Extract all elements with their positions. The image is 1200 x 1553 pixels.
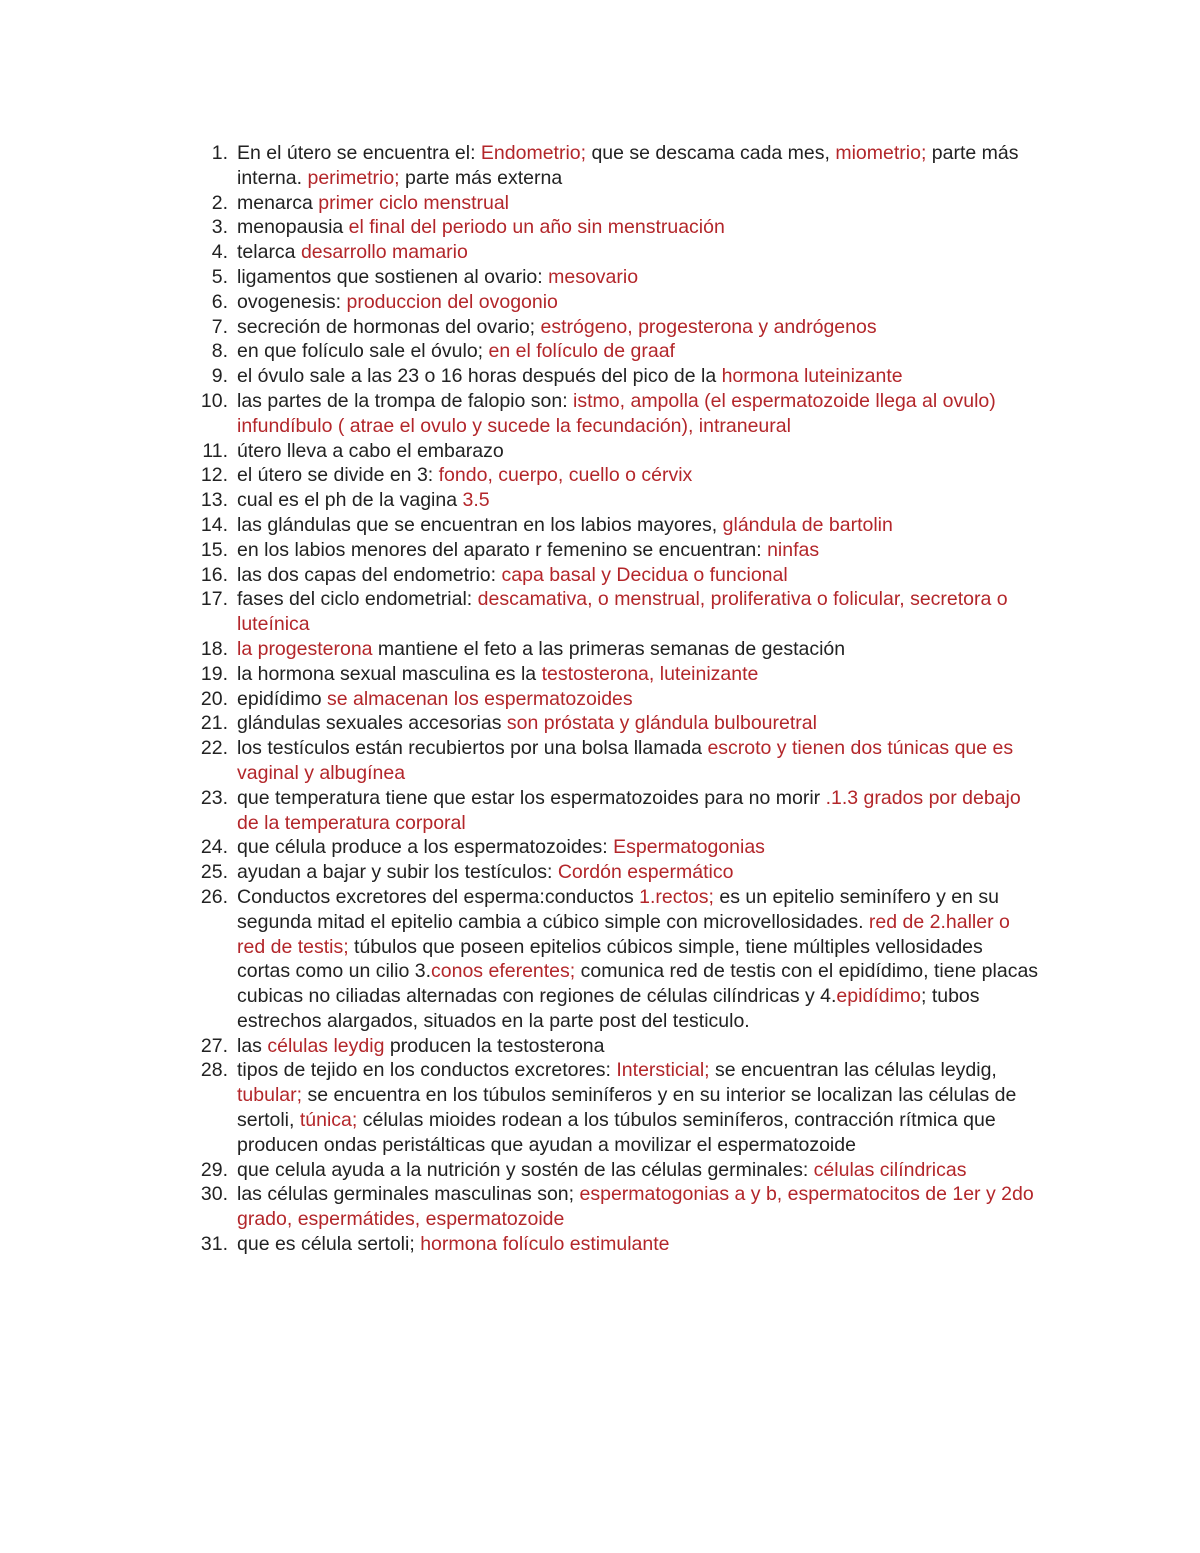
item-text <box>237 688 633 710</box>
item-text <box>237 737 1013 784</box>
question-text: tipos de tejido en los conductos excretores: <box>237 1059 617 1082</box>
question-text: que es célula sertoli; <box>237 1233 421 1256</box>
question-text: telarca <box>237 241 301 264</box>
item-number: 7. <box>211 315 228 338</box>
item-text <box>237 241 468 263</box>
list-item <box>196 860 1041 885</box>
question-text: que célula produce a los espermatozoides: <box>237 836 614 859</box>
item-number: 30. <box>200 1183 228 1206</box>
question-text: Conductos excretores del esperma:conductos <box>237 885 640 908</box>
answer-text: descamativa, o menstrual, proliferativa o folicular, secretora o luteínica <box>237 588 1008 636</box>
question-text: En el útero se encuentra el: <box>237 142 481 164</box>
question-text: que se descama cada mes, <box>586 142 836 164</box>
question-text: ligamentos que sostienen al ovario: <box>237 265 549 288</box>
answer-text: testosterona, luteinizante <box>541 662 759 685</box>
item-text <box>237 365 903 387</box>
list-item <box>196 488 1041 513</box>
question-text: que temperatura tiene que estar los espermatozoides para no morir <box>237 786 826 809</box>
answer-text: son próstata y glándula bulbouretral <box>506 712 817 735</box>
question-text: ovogenesis: <box>237 290 347 313</box>
list-item <box>196 1058 1041 1157</box>
list-item <box>196 538 1041 563</box>
item-text <box>237 1233 670 1255</box>
answer-text: red de 2.haller o red de testis; <box>237 910 1010 958</box>
item-text <box>237 712 817 734</box>
list-item <box>196 141 1041 191</box>
item-number: 6. <box>211 290 228 313</box>
item-text <box>237 564 788 586</box>
question-text: la hormona sexual masculina es la <box>237 662 542 685</box>
item-text <box>237 588 1008 635</box>
item-number: 15. <box>200 538 228 561</box>
answer-text: 3.5 <box>462 489 490 512</box>
answer-text: Endometrio; <box>480 142 587 164</box>
item-text <box>237 514 893 536</box>
item-text <box>237 663 758 685</box>
answer-text: primer ciclo menstrual <box>318 191 510 214</box>
question-text: ; tubos estrechos alargados, situados en la parte post del testiculo. <box>237 985 980 1032</box>
answer-text: ninfas <box>767 538 820 561</box>
question-text: comunica red de testis con el epidídimo, tiene placas cubicas no ciliadas alternadas con regiones de células cilíndricas y 4. <box>237 960 1039 1008</box>
question-text: parte más externa <box>399 166 563 189</box>
list-item <box>196 1158 1041 1183</box>
item-text <box>237 1159 966 1181</box>
question-text: células mioides rodean a los túbulos seminíferos, contracción rítmica que producen ondas peristálticas que ayudan a movilizar el espermatozoide <box>237 1109 996 1156</box>
question-text: glándulas sexuales accesorias <box>237 712 507 735</box>
numbered-list <box>196 141 1041 1257</box>
item-number: 8. <box>211 340 228 363</box>
list-item <box>196 513 1041 538</box>
list-item <box>196 315 1041 340</box>
item-text <box>237 464 692 486</box>
list-item <box>196 1034 1041 1059</box>
item-number: 10. <box>200 389 228 412</box>
item-text <box>237 861 733 883</box>
question-text: las partes de la trompa de falopio son: <box>237 389 574 412</box>
item-number: 19. <box>200 662 228 685</box>
item-number: 31. <box>200 1233 228 1256</box>
list-item <box>196 587 1041 637</box>
list-item <box>196 290 1041 315</box>
answer-text: espermatogonias a y b, espermatocitos de 1er y 2do grado, espermátides, espermatozoide <box>237 1183 1034 1231</box>
question-text: que celula ayuda a la nutrición y sostén de las células germinales: <box>237 1158 814 1181</box>
item-number: 18. <box>200 637 228 660</box>
answer-text: glándula de bartolin <box>722 513 893 536</box>
list-item <box>196 215 1041 240</box>
list-item <box>196 835 1041 860</box>
question-text: se encuentran las células leydig, <box>709 1059 997 1082</box>
item-number: 29. <box>200 1158 228 1181</box>
item-number: 11. <box>202 439 228 462</box>
item-number: 27. <box>200 1034 228 1057</box>
question-text: es un epitelio seminífero y en su segunda mitad el epitelio cambia a cúbico simple con microvellosidades. <box>237 885 1000 933</box>
item-text <box>237 539 819 561</box>
answer-text: túnica; <box>299 1109 358 1132</box>
question-text: las <box>237 1034 268 1057</box>
list-item <box>196 240 1041 265</box>
answer-text: fondo, cuerpo, cuello o cérvix <box>438 464 693 487</box>
item-number: 21. <box>200 712 228 735</box>
item-number: 13. <box>200 489 228 512</box>
item-number: 28. <box>200 1059 228 1082</box>
answer-text: la progesterona <box>237 637 373 660</box>
answer-text: tubular; <box>237 1084 303 1107</box>
item-number: 26. <box>200 885 228 908</box>
list-item <box>196 463 1041 488</box>
item-text <box>237 266 638 288</box>
list-item <box>196 711 1041 736</box>
question-text: túbulos que poseen epitelios cúbicos simple, tiene múltiples vellosidades cortas como un cilio 3. <box>237 935 983 983</box>
answer-text: células leydig <box>267 1034 385 1057</box>
question-text: secreción de hormonas del ovario; <box>237 315 541 338</box>
question-text: el óvulo sale a las 23 o 16 horas después del pico de la <box>237 365 722 388</box>
item-number: 22. <box>200 737 228 760</box>
answer-text: en el folículo de graaf <box>488 340 675 363</box>
item-number: 1. <box>211 142 228 164</box>
answer-text: hormona luteinizante <box>721 365 903 388</box>
answer-text: células cilíndricas <box>813 1158 967 1181</box>
item-number: 25. <box>200 861 228 884</box>
item-number: 5. <box>211 265 228 288</box>
item-text <box>237 440 504 462</box>
list-item <box>196 637 1041 662</box>
item-text <box>237 886 1038 1032</box>
answer-text: perimetrio; <box>307 166 400 189</box>
item-text <box>237 316 877 338</box>
item-text <box>237 390 996 437</box>
list-item <box>196 1182 1041 1232</box>
answer-text: istmo, ampolla (el espermatozoide llega al ovulo) infundíbulo ( atrae el ovulo y sucede la fecundación), intraneural <box>237 389 996 437</box>
list-item <box>196 389 1041 439</box>
list-item <box>196 687 1041 712</box>
list-item <box>196 563 1041 588</box>
list-item <box>196 736 1041 786</box>
list-item <box>196 439 1041 464</box>
question-text: producen la testosterona <box>384 1034 605 1057</box>
question-text: las dos capas del endometrio: <box>237 563 502 586</box>
item-text <box>237 1035 605 1057</box>
question-text: fases del ciclo endometrial: <box>237 588 478 611</box>
item-text <box>237 1059 1016 1155</box>
question-text: se encuentra en los túbulos seminíferos y en su interior se localizan las células de sertoli, <box>237 1084 1017 1132</box>
answer-text: 1.rectos; <box>639 885 714 908</box>
answer-text: conos eferentes; <box>431 960 576 983</box>
answer-text: mesovario <box>548 265 639 288</box>
question-text: mantiene el feto a las primeras semanas de gestación <box>372 637 846 660</box>
item-text <box>237 1183 1034 1230</box>
list-item <box>196 885 1041 1034</box>
list-item <box>196 265 1041 290</box>
item-text <box>237 638 845 660</box>
answer-text: Intersticial; <box>616 1059 710 1082</box>
item-number: 23. <box>200 786 228 809</box>
question-text: las glándulas que se encuentran en los labios mayores, <box>237 513 723 536</box>
list-item <box>196 662 1041 687</box>
item-text <box>237 489 490 511</box>
list-item <box>196 786 1041 836</box>
question-text: en que folículo sale el óvulo; <box>237 340 489 363</box>
question-text: menopausia <box>237 216 349 239</box>
question-text: el útero se divide en 3: <box>237 464 439 487</box>
item-text <box>237 291 558 313</box>
answer-text: epidídimo <box>836 985 921 1008</box>
question-text: en los labios menores del aparato r femenino se encuentran: <box>237 538 768 561</box>
item-text <box>237 142 1019 189</box>
answer-text: capa basal y Decidua o funcional <box>501 563 788 586</box>
item-number: 2. <box>211 191 228 214</box>
question-text: epidídimo <box>237 687 327 710</box>
item-number: 17. <box>200 588 228 611</box>
answer-text: Espermatogonias <box>613 836 765 859</box>
question-text: parte más interna. <box>237 142 1019 189</box>
item-number: 16. <box>200 563 228 586</box>
answer-text: hormona folículo estimulante <box>420 1233 670 1256</box>
item-number: 24. <box>200 836 228 859</box>
item-number: 20. <box>200 687 228 710</box>
answer-text: estrógeno, progesterona y andrógenos <box>540 315 877 338</box>
answer-text: produccion del ovogonio <box>346 290 558 313</box>
answer-text: se almacenan los espermatozoides <box>326 687 633 710</box>
answer-text: el final del periodo un año sin menstruación <box>348 216 725 239</box>
list-item <box>196 1232 1041 1257</box>
answer-text: Cordón espermático <box>557 861 734 884</box>
question-text: los testículos están recubiertos por una bolsa llamada <box>237 737 708 760</box>
item-number: 12. <box>200 464 228 487</box>
item-text <box>237 836 765 858</box>
item-text <box>237 192 509 214</box>
answer-text: desarrollo mamario <box>300 241 468 264</box>
list-item <box>196 339 1041 364</box>
question-text: cual es el ph de la vagina <box>237 489 463 512</box>
answer-text: miometrio; <box>835 142 927 164</box>
answer-text: .1.3 grados por debajo de la temperatura corporal <box>237 786 1021 834</box>
item-number: 4. <box>211 241 228 264</box>
answer-text: escroto y tienen dos túnicas que es vaginal y albugínea <box>237 737 1014 784</box>
item-number: 14. <box>200 513 228 536</box>
question-text: las células germinales masculinas son; <box>237 1183 580 1206</box>
item-text <box>237 787 1021 834</box>
item-number: 3. <box>211 216 228 239</box>
question-text: útero lleva a cabo el embarazo <box>237 439 504 462</box>
question-text: ayudan a bajar y subir los testículos: <box>237 861 558 884</box>
item-text <box>237 340 675 362</box>
item-number: 9. <box>211 365 228 388</box>
list-item <box>196 364 1041 389</box>
question-text: menarca <box>237 191 319 214</box>
item-text <box>237 216 725 238</box>
list-item <box>196 191 1041 216</box>
